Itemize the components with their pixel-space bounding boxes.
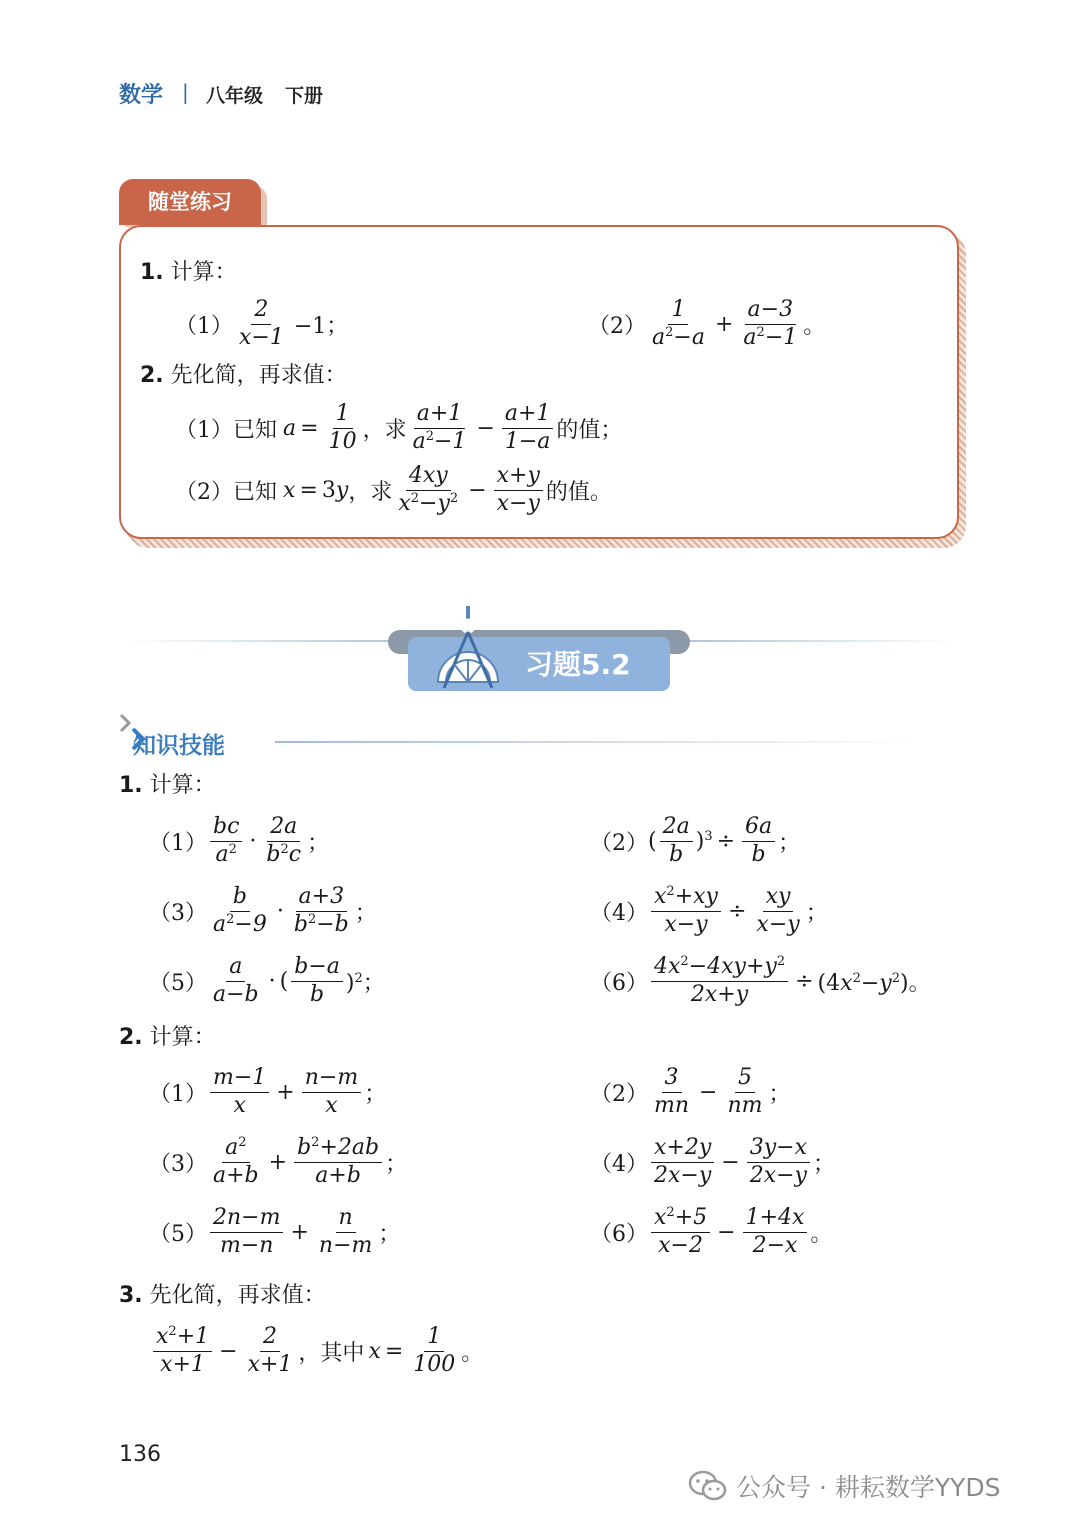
ex1-part1: （1） $\frac{bc}{a^2}$ · $\frac{2a}{b^2c}$ ；: [149, 814, 330, 867]
fraction: $\frac{a+1}{1-a}$: [502, 402, 554, 454]
fraction: $\frac{m-1}{x}$: [210, 1066, 269, 1118]
practice-q1-part1: （1） $\frac{2}{x-1}$ −1；: [175, 297, 349, 350]
practice-q2-part1: （1） 已知 a = $\frac{1}{10}$ ，求 $\frac{a+1}{a^2-1}$ − $\frac{a+1}{1-a}$ 的值；: [175, 401, 623, 454]
fraction: $\frac{a^2}{a+b}$: [213, 1135, 259, 1188]
fraction: $\frac{2}{x+1}$: [247, 1324, 293, 1377]
header-separator: |: [182, 80, 189, 104]
fraction: $\frac{b}{a^2-9}$: [213, 884, 267, 937]
fraction: $\frac{4xy}{x^2-y^2}$: [398, 463, 459, 516]
practice-q2-part2: （2） 已知 x = 3y ，求 $\frac{4xy}{x^2-y^2}$ − $\frac{x+y}{x-y}$ 的值。: [175, 463, 612, 516]
ex1-part6: （6） $\frac{4x^2-4xy+y^2}{2x+y}$ ÷ $(4x^2-y^2)$。: [590, 954, 931, 1007]
ex1-part3: （3） $\frac{b}{a^2-9}$ · $\frac{a+3}{b^2-b}$ ；: [149, 884, 377, 937]
exercise-title: 习题5.2: [525, 648, 631, 681]
wechat-icon: [688, 1470, 728, 1502]
fraction: $\frac{1}{10}$: [328, 401, 357, 454]
ex2-part1: （1） $\frac{m-1}{x}$ + $\frac{n-m}{x}$ ；: [149, 1065, 387, 1118]
fraction: $\frac{3y-x}{2x-y}$: [747, 1136, 810, 1188]
practice-title: 随堂练习: [119, 179, 261, 225]
fraction: $\frac{6a}{b}$: [742, 815, 775, 867]
fraction: $\frac{a-3}{a^2-1}$: [743, 297, 798, 350]
banner-line-right: [665, 640, 955, 642]
fraction: $\frac{1+4x}{2-x}$: [743, 1206, 808, 1258]
page-number: 136: [119, 1442, 161, 1467]
fraction: $\frac{x^2+xy}{x-y}$: [651, 885, 721, 937]
ex3-expression: $\frac{x^2+1}{x+1}$ − $\frac{2}{x+1}$ ，其中 x = $\frac{1}{100}$ 。: [150, 1325, 483, 1377]
exercise-q3: 3. 先化简，再求值：: [119, 1283, 326, 1308]
fraction: $\frac{2n-m}{m-n}$: [210, 1206, 283, 1258]
ex1-part2: （2） ( $\frac{2a}{b}$ )$^3$ ÷ $\frac{6a}{b}$ ；: [590, 814, 801, 867]
section-line: [275, 741, 925, 743]
header-grade: 八年级: [206, 85, 264, 107]
header-volume: 下册: [285, 85, 324, 107]
practice-q1-part2: （2） $\frac{1}{a^2-a}$ + $\frac{a-3}{a^2-1}$ 。: [588, 297, 826, 350]
fraction: $\frac{1}{100}$: [413, 1324, 456, 1377]
fraction: $\frac{1}{a^2-a}$: [652, 297, 705, 350]
fraction: $\frac{b-a}{b}$: [291, 955, 343, 1007]
ex2-part5: （5） $\frac{2n-m}{m-n}$ + $\frac{n}{n-m}$ ；: [149, 1205, 401, 1258]
fraction: $\frac{a+1}{a^2-1}$: [412, 401, 467, 454]
banner-line-left: [125, 640, 425, 642]
fraction: $\frac{n-m}{x}$: [302, 1066, 361, 1118]
section-heading: 知识技能: [133, 733, 225, 759]
fraction: $\frac{n}{n-m}$: [318, 1205, 373, 1258]
fraction: $\frac{x^2+5}{x-2}$: [651, 1206, 710, 1258]
ex2-part2: （2） $\frac{3}{mn}$ − $\frac{5}{nm}$ ；: [590, 1065, 791, 1118]
fraction: $\frac{5}{nm}$: [727, 1065, 763, 1118]
watermark: 公众号 · 耕耘数学YYDS: [688, 1468, 1001, 1504]
fraction: $\frac{x+y}{x-y}$: [494, 464, 543, 516]
fraction: $\frac{2a}{b}$: [660, 815, 693, 867]
header-subject: 数学: [119, 83, 164, 108]
exercise-q2: 2. 计算：: [119, 1025, 216, 1050]
practice-q1: 1. 计算：: [140, 260, 237, 285]
fraction: $\frac{b^2+2ab}{a+b}$: [294, 1136, 382, 1188]
compass-protractor-icon: [430, 606, 506, 690]
fraction: $\frac{xy}{x-y}$: [756, 884, 800, 937]
ex2-part4: （4） $\frac{x+2y}{2x-y}$ − $\frac{3y-x}{2x-y}$ ；: [590, 1135, 836, 1188]
fraction: $\frac{a}{a-b}$: [213, 954, 259, 1007]
fraction: $\frac{x^2+1}{x+1}$: [153, 1325, 212, 1377]
ex1-part4: （4） $\frac{x^2+xy}{x-y}$ ÷ $\frac{xy}{x-y}$ ；: [590, 884, 828, 937]
fraction: $\frac{4x^2-4xy+y^2}{2x+y}$: [651, 955, 788, 1007]
ex1-part5: （5） $\frac{a}{a-b}$ · ( $\frac{b-a}{b}$ )$^2$；: [149, 954, 385, 1007]
fraction: $\frac{x+2y}{2x-y}$: [651, 1136, 714, 1188]
exercise-q1: 1. 计算：: [119, 773, 216, 798]
fraction: $\frac{2a}{b^2c}$: [266, 814, 302, 867]
fraction: $\frac{2}{x-1}$: [239, 297, 284, 350]
ex2-part3: （3） $\frac{a^2}{a+b}$ + $\frac{b^2+2ab}{a+b}$ ；: [149, 1135, 408, 1188]
fraction: $\frac{3}{mn}$: [654, 1065, 690, 1118]
practice-q2: 2. 先化简，再求值：: [140, 363, 347, 388]
fraction: $\frac{bc}{a^2}$: [210, 815, 242, 867]
ex2-part6: （6） $\frac{x^2+5}{x-2}$ − $\frac{1+4x}{2-x}$ 。: [590, 1205, 833, 1258]
fraction: $\frac{a+3}{b^2-b}$: [293, 884, 349, 937]
